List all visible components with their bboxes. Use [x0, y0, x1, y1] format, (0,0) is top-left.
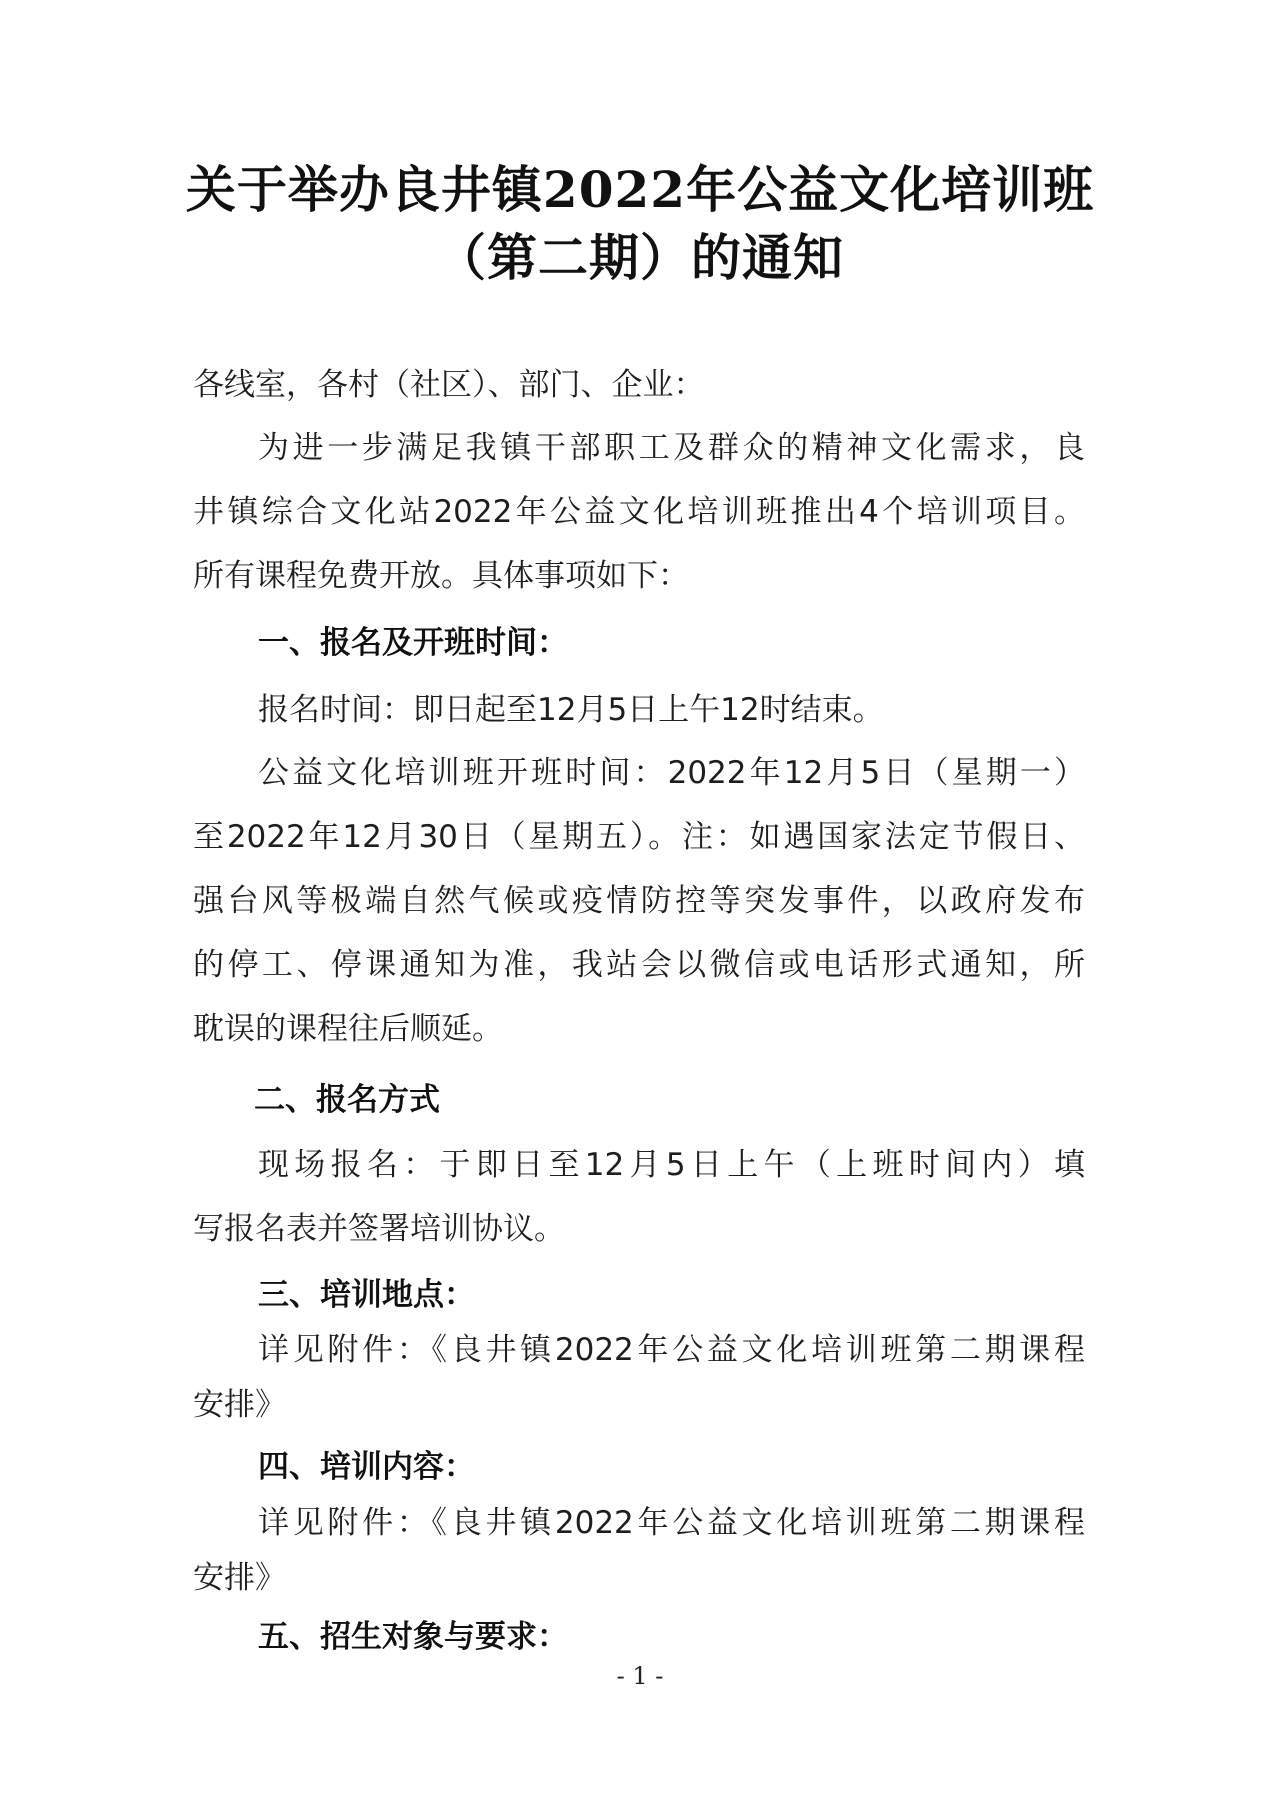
content-line-1: 详见附件：《良井镇2022年公益文化培训班第二期课程	[258, 1505, 1085, 1541]
section-5-heading: 五、招生对象与要求：	[258, 1619, 568, 1655]
section-4-heading: 四、培训内容：	[258, 1449, 475, 1485]
registration-method-line-2: 写报名表并签署培训协议。	[193, 1211, 565, 1247]
class-time-line-5: 耽误的课程往后顺延。	[193, 1011, 503, 1047]
class-time-line-4: 的停工、停课通知为准，我站会以微信或电话形式通知，所	[193, 947, 1085, 983]
page-number: - 1 -	[616, 1662, 664, 1690]
registration-method-line-1: 现场报名：于即日至12月5日上午（上班时间内）填	[258, 1147, 1085, 1183]
section-3-heading: 三、培训地点：	[258, 1277, 475, 1313]
registration-time: 报名时间：即日起至12月5日上午12时结束。	[258, 692, 884, 728]
section-2-heading: 二、报名方式	[254, 1082, 440, 1118]
location-line-1: 详见附件：《良井镇2022年公益文化培训班第二期课程	[258, 1332, 1085, 1368]
intro-line-1: 为进一步满足我镇干部职工及群众的精神文化需求，良	[258, 430, 1085, 466]
class-time-line-3: 强台风等极端自然气候或疫情防控等突发事件，以政府发布	[193, 883, 1085, 919]
title-line-1: 关于举办良井镇2022年公益文化培训班	[185, 160, 1095, 219]
location-line-2: 安排》	[193, 1387, 286, 1423]
intro-line-2: 井镇综合文化站2022年公益文化培训班推出4个培训项目。	[193, 494, 1085, 530]
class-time-line-2: 至2022年12月30日（星期五）。注：如遇国家法定节假日、	[193, 819, 1085, 855]
salutation: 各线室，各村（社区）、部门、企业：	[193, 367, 705, 403]
section-1-heading: 一、报名及开班时间：	[258, 625, 568, 661]
title-line-2: （第二期）的通知	[436, 228, 844, 287]
intro-line-3: 所有课程免费开放。具体事项如下：	[193, 558, 689, 594]
content-line-2: 安排》	[193, 1560, 286, 1596]
class-time-line-1: 公益文化培训班开班时间：2022年12月5日（星期一）	[258, 755, 1085, 791]
